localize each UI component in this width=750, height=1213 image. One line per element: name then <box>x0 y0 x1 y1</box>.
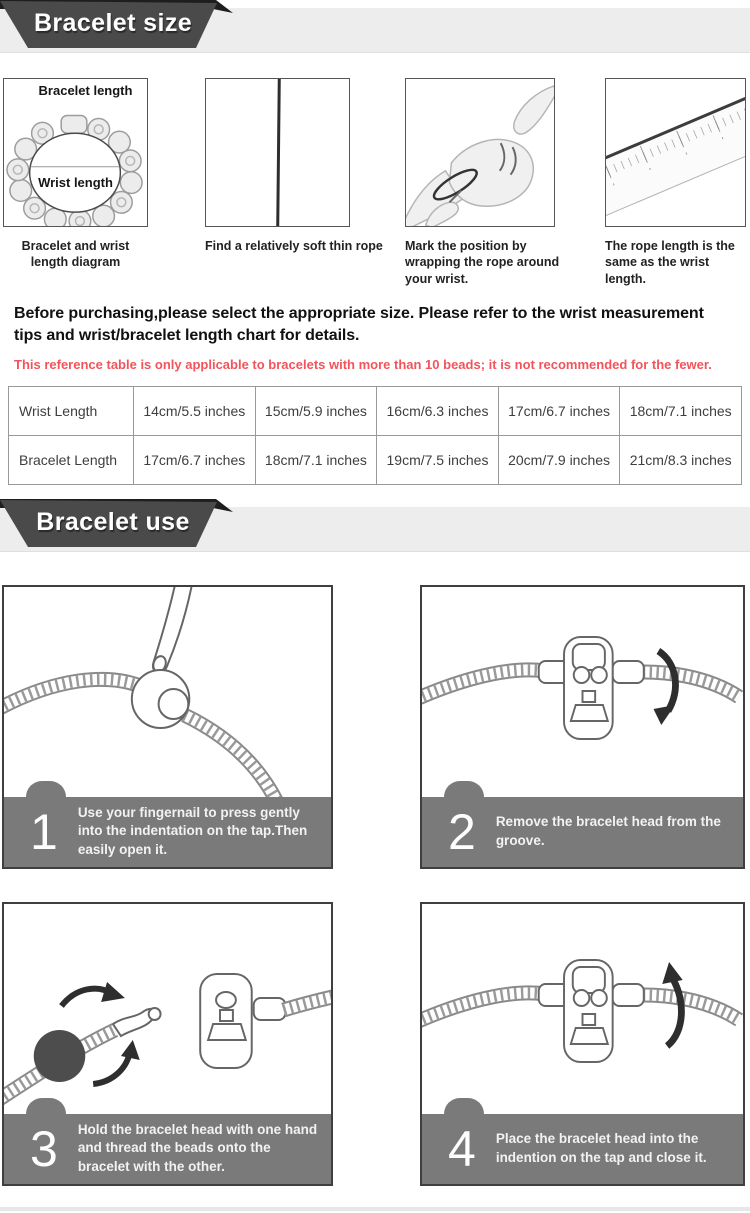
step-3-text: Hold the bracelet head with one hand and thread the beads onto the bracelet with the other. <box>77 1121 318 1175</box>
bracelet-diagram-box <box>3 78 148 227</box>
table-cell: 18cm/7.1 inches <box>620 386 742 435</box>
reference-note-text: This reference table is only applicable to bracelets with more than 10 beads; it is not recommended for the fewer. <box>14 356 712 372</box>
step-1-text: Use your fingernail to press gently into the indentation on the tap.Then easily open it. <box>77 804 308 858</box>
size-table <box>8 386 742 485</box>
ruler-illustration <box>606 79 745 226</box>
step-3-illustration <box>4 904 331 1116</box>
figure-ruler <box>605 78 746 287</box>
rope-box <box>205 78 350 227</box>
table-cell: 17cm/6.7 inches <box>498 386 620 435</box>
step-4-panel <box>420 902 745 1186</box>
figure-bracelet-diagram <box>3 78 148 271</box>
hands-wrapping-illustration <box>406 79 554 226</box>
step-4-caption-band <box>422 1114 743 1184</box>
table-row-label: Bracelet Length <box>9 435 134 484</box>
bracelet-use-title: Bracelet use <box>36 507 190 536</box>
table-cell: 18cm/7.1 inches <box>255 435 377 484</box>
figure-wrap-wrist <box>405 78 560 287</box>
bracelet-illustration <box>4 79 147 226</box>
bracelet-size-header <box>0 0 750 52</box>
figure-caption: Find a relatively soft thin rope <box>205 239 383 253</box>
table-cell: 19cm/7.5 inches <box>377 435 499 484</box>
figure-caption: Mark the position by wrapping the rope around your wrist. <box>405 239 560 286</box>
table-cell: 17cm/6.7 inches <box>134 435 256 484</box>
wrap-wrist-box <box>405 78 555 227</box>
figure-caption: Bracelet and wrist length diagram <box>21 239 130 270</box>
measurement-figures <box>0 78 750 287</box>
table-row-label: Wrist Length <box>9 386 134 435</box>
table-row <box>9 386 742 435</box>
table-cell: 16cm/6.3 inches <box>377 386 499 435</box>
ruler-box <box>605 78 746 227</box>
step-4-illustration <box>422 904 743 1116</box>
step-2-panel <box>420 585 745 869</box>
step-1-caption-band <box>4 797 331 867</box>
step-3-number: 3 <box>30 1120 58 1177</box>
step-2-text: Remove the bracelet head from the groove. <box>495 814 721 848</box>
bracelet-use-header <box>0 499 750 551</box>
step-3-panel <box>2 902 333 1186</box>
table-cell: 15cm/5.9 inches <box>255 386 377 435</box>
step-1-illustration <box>4 587 331 799</box>
bracelet-size-title: Bracelet size <box>33 9 193 37</box>
table-row <box>9 435 742 484</box>
figure-rope <box>205 78 383 254</box>
size-intro-text: Before purchasing,please select the appropriate size. Please refer to the wrist measurement tips and wrist/bracelet length chart for details. <box>14 304 704 344</box>
step-4-number: 4 <box>448 1120 476 1177</box>
step-2-illustration <box>422 587 743 799</box>
thin-rope-illustration <box>276 79 281 226</box>
page-bottom-divider <box>0 1207 750 1211</box>
table-cell: 14cm/5.5 inches <box>134 386 256 435</box>
step-3-caption-band <box>4 1114 331 1184</box>
table-cell: 21cm/8.3 inches <box>620 435 742 484</box>
step-1-panel <box>2 585 333 869</box>
figure-caption: The rope length is the same as the wrist length. <box>605 239 735 286</box>
step-4-text: Place the bracelet head into the indention on the tap and close it. <box>495 1131 707 1165</box>
wrist-length-label: Wrist length <box>38 175 113 190</box>
bracelet-use-ribbon <box>0 499 240 551</box>
step-2-caption-band <box>422 797 743 867</box>
bracelet-size-ribbon <box>0 0 240 52</box>
table-cell: 20cm/7.9 inches <box>498 435 620 484</box>
step-1-number: 1 <box>30 803 58 860</box>
step-2-number: 2 <box>448 803 476 860</box>
usage-steps <box>0 585 750 1186</box>
bracelet-length-label: Bracelet length <box>38 83 133 98</box>
